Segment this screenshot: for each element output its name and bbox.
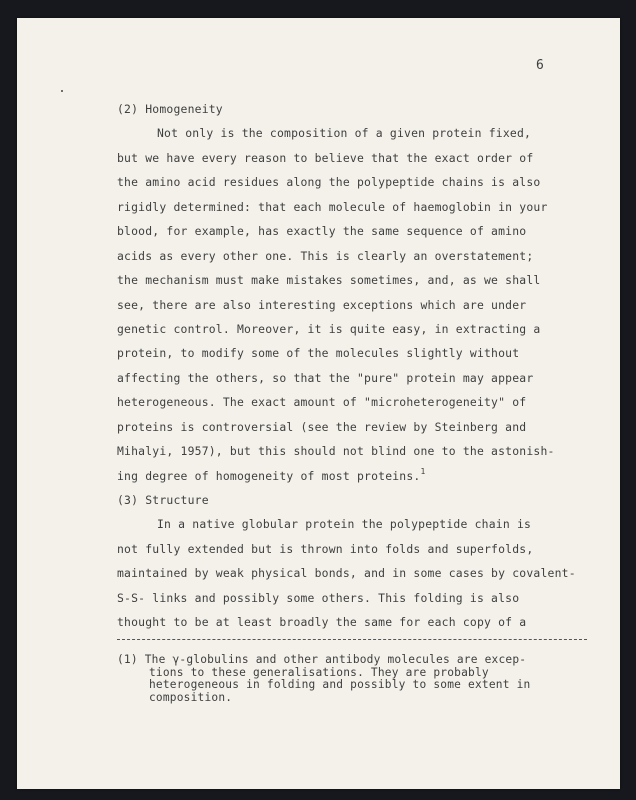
text-line: but we have every reason to believe that the exact order of bbox=[117, 150, 534, 165]
body-text bbox=[117, 97, 603, 635]
text-line: the amino acid residues along the polypeptide chains is also bbox=[117, 175, 541, 190]
text-line: S-S- links and possibly some others. This folding is also bbox=[117, 590, 520, 605]
text-line: blood, for example, has exactly the same sequence of amino bbox=[117, 224, 527, 239]
text-line: protein, to modify some of the molecules slightly without bbox=[117, 346, 520, 361]
ink-speck bbox=[61, 90, 63, 92]
text-line: not fully extended but is thrown into folds and superfolds, bbox=[117, 541, 534, 556]
page-number: 6 bbox=[536, 58, 545, 73]
text-line: Not only is the composition of a given protein fixed, bbox=[157, 126, 532, 141]
footnote-marker: (1) bbox=[117, 653, 138, 666]
text-line: affecting the others, so that the "pure" protein may appear bbox=[117, 370, 534, 385]
text-line: Mihalyi, 1957), but this should not blind one to the astonish- bbox=[117, 444, 555, 459]
text-line: heterogeneous. The exact amount of "microheterogeneity" of bbox=[117, 395, 527, 410]
text-line-with-footnote bbox=[117, 464, 603, 488]
text-line: maintained by weak physical bonds, and in some cases by covalent- bbox=[117, 566, 576, 581]
footnote-divider bbox=[117, 639, 587, 640]
text-line: genetic control. Moreover, it is quite easy, in extracting a bbox=[117, 321, 541, 336]
footnote-line: tions to these generalisations. They are probably bbox=[149, 665, 489, 679]
text-line: rigidly determined: that each molecule of haemoglobin in your bbox=[117, 199, 548, 214]
text-fragment: ing degree of homogeneity of most proteins. bbox=[117, 468, 421, 483]
text-line: In a native globular protein the polypeptide chain is bbox=[157, 517, 532, 532]
section-heading-homogeneity: (2) Homogeneity bbox=[117, 102, 223, 116]
footnote-text: The γ-globulins and other antibody molecules are excep- bbox=[144, 653, 527, 666]
footnote-line: heterogeneous in folding and possibly to some extent in bbox=[149, 678, 531, 692]
section-heading-structure: (3) Structure bbox=[117, 493, 209, 507]
footnote-line: composition. bbox=[149, 691, 233, 705]
text-line: the mechanism must make mistakes sometimes, and, as we shall bbox=[117, 273, 541, 288]
text-line: acids as every other one. This is clearly an overstatement; bbox=[117, 248, 534, 263]
text-line: proteins is controversial (see the review by Steinberg and bbox=[117, 419, 527, 434]
text-line: see, there are also interesting exceptions which are under bbox=[117, 297, 527, 312]
footnote bbox=[117, 654, 597, 705]
footnote-reference-marker: 1 bbox=[420, 466, 426, 476]
footnote-line bbox=[117, 654, 597, 667]
document-page bbox=[17, 18, 620, 789]
text-line: thought to be at least broadly the same for each copy of a bbox=[117, 615, 527, 630]
